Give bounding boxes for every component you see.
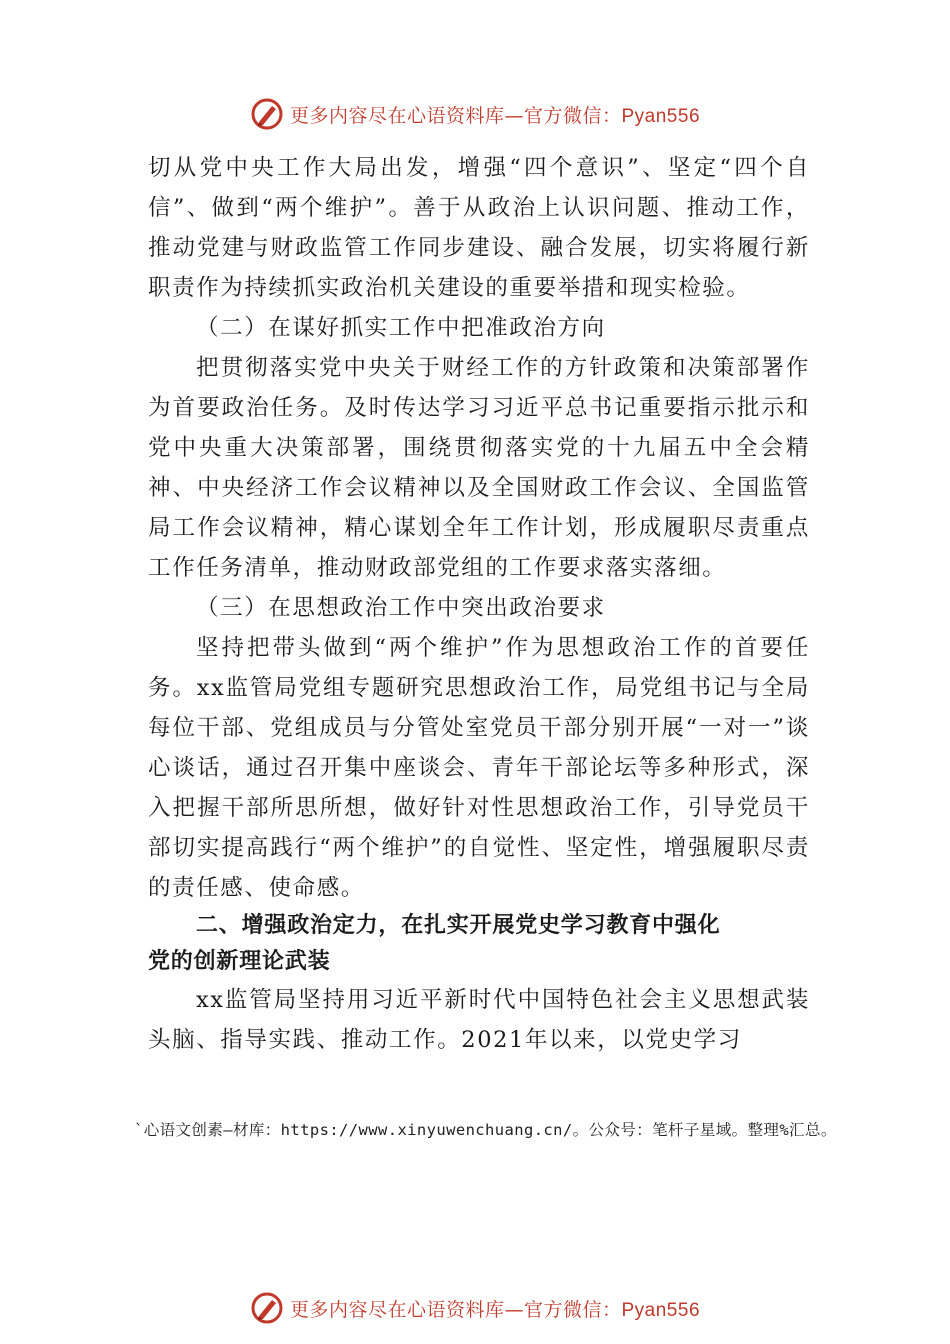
pen-circle-logo-icon [250,1291,284,1325]
header-banner [0,94,950,134]
subheading-3: （三）在思想政治工作中突出政治要求 [196,595,606,621]
section-heading-2: 二、增强政治定力，在扎实开展党史学习教育中强化 党的创新理论武装 [148,913,721,974]
paragraph-2: 把贯彻落实党中央关于财经工作的方针政策和决策部署作为首要政治任务。及时传达学习习近平总书记重要指示批示和党中央重大决策部署，围绕贯彻落实党的十九届五中全会精神、中央经济工作会议精神以及全国财政工作会议、全国监管局工作会议精神，精心谋划全年工作计划，形成履职尽责重点工作任务清单，推动财政部党组的工作要求落实落细。 [148,355,810,581]
footer-banner-text: 更多内容尽在心语资料库—官方微信：Pyan556 [289,1298,701,1321]
paragraph-4: xx监管局坚持用习近平新时代中国特色社会主义思想武装头脑、指导实践、推动工作。2021年以来，以党史学习 [148,987,810,1053]
paragraph-1: 切从党中央工作大局出发，增强“四个意识”、坚定“四个自信”、做到“两个维护”。善于从政治上认识问题、推动工作，推动党建与财政监管工作同步建设、融合发展，切实将履行新职责作为持续抓实政治机关建设的重要举措和现实检验。 [148,155,810,301]
pen-circle-logo-icon [250,97,284,131]
subheading-2: （二）在谋好抓实工作中把准政治方向 [196,315,606,341]
source-footnote: `心语文创素—材库：https://www.xinyuwenchuang.cn/。公众号：笔杆子星域。整理%汇总。 [134,1121,837,1139]
paragraph-3: 坚持把带头做到“两个维护”作为思想政治工作的首要任务。xx监管局党组专题研究思想政治工作，局党组书记与全局每位干部、党组成员与分管处室党员干部分别开展“一对一”谈心谈话，通过召开集中座谈会、青年干部论坛等多种形式，深入把握干部所思所想，做好针对性思想政治工作，引导党员干部切实提高践行“两个维护”的自觉性、坚定性，增强履职尽责的责任感、使命感。 [148,635,810,901]
header-banner-text: 更多内容尽在心语资料库—官方微信：Pyan556 [289,104,701,127]
document-body [148,148,810,1060]
footer-banner [0,1288,950,1328]
